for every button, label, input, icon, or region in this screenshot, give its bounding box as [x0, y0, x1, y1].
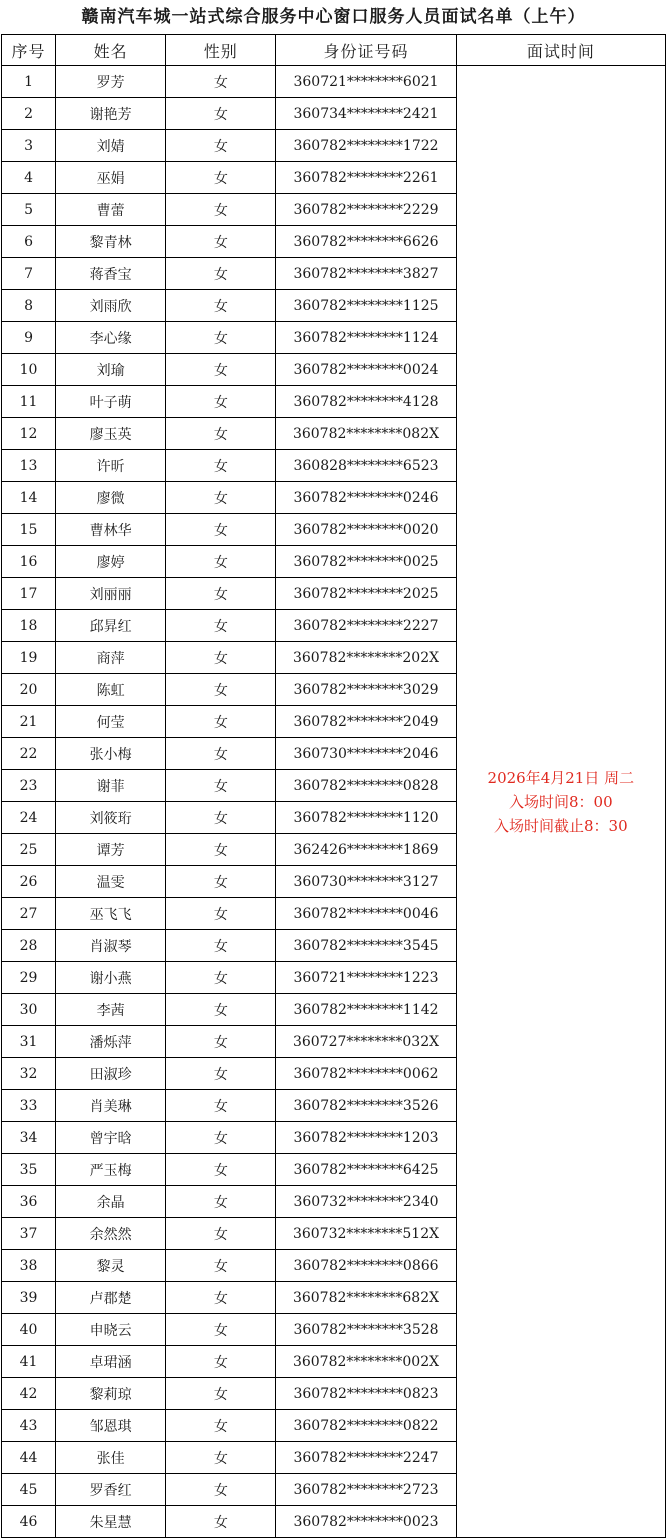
candidate-id-number: 360730********2046 — [276, 738, 456, 770]
header-name: 姓名 — [56, 35, 166, 66]
row-number: 33 — [2, 1090, 56, 1122]
candidate-gender: 女 — [166, 834, 276, 866]
candidate-gender: 女 — [166, 930, 276, 962]
candidate-id-number: 360782********1203 — [276, 1122, 456, 1154]
candidate-id-number: 360782********0020 — [276, 514, 456, 546]
row-number: 43 — [2, 1410, 56, 1442]
header-number: 序号 — [2, 35, 56, 66]
candidate-id-number: 360782********1120 — [276, 802, 456, 834]
row-number: 19 — [2, 642, 56, 674]
row-number: 21 — [2, 706, 56, 738]
candidate-id-number: 360782********2247 — [276, 1442, 456, 1474]
candidate-gender: 女 — [166, 98, 276, 130]
candidate-id-number: 360782********2229 — [276, 194, 456, 226]
candidate-gender: 女 — [166, 898, 276, 930]
candidate-gender: 女 — [166, 290, 276, 322]
candidate-gender: 女 — [166, 1506, 276, 1538]
candidate-gender: 女 — [166, 1410, 276, 1442]
candidate-name: 谢菲 — [56, 770, 166, 802]
candidate-name: 叶子萌 — [56, 386, 166, 418]
candidate-gender: 女 — [166, 738, 276, 770]
candidate-gender: 女 — [166, 1186, 276, 1218]
candidate-gender: 女 — [166, 1218, 276, 1250]
row-number: 22 — [2, 738, 56, 770]
interview-time-cell — [456, 66, 665, 1538]
row-number: 46 — [2, 1506, 56, 1538]
candidate-name: 张小梅 — [56, 738, 166, 770]
candidate-id-number: 360782********3029 — [276, 674, 456, 706]
candidate-id-number: 360782********6626 — [276, 226, 456, 258]
row-number: 31 — [2, 1026, 56, 1058]
candidate-gender: 女 — [166, 354, 276, 386]
candidate-name: 许昕 — [56, 450, 166, 482]
candidate-name: 刘雨欣 — [56, 290, 166, 322]
candidate-name: 商萍 — [56, 642, 166, 674]
row-number: 12 — [2, 418, 56, 450]
row-number: 32 — [2, 1058, 56, 1090]
table-header-row — [2, 35, 666, 66]
row-number: 1 — [2, 66, 56, 98]
row-number: 35 — [2, 1154, 56, 1186]
row-number: 29 — [2, 962, 56, 994]
row-number: 4 — [2, 162, 56, 194]
candidate-name: 邹恩琪 — [56, 1410, 166, 1442]
candidate-name: 田淑珍 — [56, 1058, 166, 1090]
row-number: 5 — [2, 194, 56, 226]
candidate-id-number: 360782********0823 — [276, 1378, 456, 1410]
row-number: 7 — [2, 258, 56, 290]
candidate-gender: 女 — [166, 162, 276, 194]
candidate-id-number: 360782********0822 — [276, 1410, 456, 1442]
candidate-id-number: 360782********0023 — [276, 1506, 456, 1538]
candidate-gender: 女 — [166, 1378, 276, 1410]
row-number: 40 — [2, 1314, 56, 1346]
candidate-gender: 女 — [166, 1090, 276, 1122]
row-number: 8 — [2, 290, 56, 322]
row-number: 26 — [2, 866, 56, 898]
candidate-gender: 女 — [166, 994, 276, 1026]
candidate-name: 陈虹 — [56, 674, 166, 706]
row-number: 37 — [2, 1218, 56, 1250]
candidate-gender: 女 — [166, 1058, 276, 1090]
row-number: 16 — [2, 546, 56, 578]
candidate-id-number: 360782********082X — [276, 418, 456, 450]
candidate-gender: 女 — [166, 258, 276, 290]
candidate-gender: 女 — [166, 1442, 276, 1474]
candidate-name: 曹蕾 — [56, 194, 166, 226]
interview-time-line2: 入场时间8：00 — [509, 792, 613, 811]
candidate-name: 余然然 — [56, 1218, 166, 1250]
row-number: 6 — [2, 226, 56, 258]
header-interview-time: 面试时间 — [456, 35, 665, 66]
candidate-id-number: 360828********6523 — [276, 450, 456, 482]
candidate-gender: 女 — [166, 578, 276, 610]
interview-time-line3: 入场时间截止8：30 — [494, 816, 628, 835]
candidate-id-number: 360782********2723 — [276, 1474, 456, 1506]
candidate-gender: 女 — [166, 546, 276, 578]
row-number: 15 — [2, 514, 56, 546]
candidate-name: 刘丽丽 — [56, 578, 166, 610]
candidate-gender: 女 — [166, 962, 276, 994]
row-number: 23 — [2, 770, 56, 802]
candidate-id-number: 360782********0246 — [276, 482, 456, 514]
row-number: 39 — [2, 1282, 56, 1314]
candidate-gender: 女 — [166, 1282, 276, 1314]
candidate-id-number: 360782********1142 — [276, 994, 456, 1026]
candidate-name: 黎青林 — [56, 226, 166, 258]
row-number: 11 — [2, 386, 56, 418]
row-number: 3 — [2, 130, 56, 162]
candidate-gender: 女 — [166, 386, 276, 418]
candidate-id-number: 360721********1223 — [276, 962, 456, 994]
candidate-id-number: 360782********3827 — [276, 258, 456, 290]
candidate-id-number: 360782********2049 — [276, 706, 456, 738]
candidate-id-number: 360782********1722 — [276, 130, 456, 162]
candidate-name: 卓珺涵 — [56, 1346, 166, 1378]
candidate-id-number: 360782********0866 — [276, 1250, 456, 1282]
header-gender: 性别 — [166, 35, 276, 66]
candidate-gender: 女 — [166, 802, 276, 834]
candidate-name: 申晓云 — [56, 1314, 166, 1346]
candidate-id-number: 360734********2421 — [276, 98, 456, 130]
candidate-name: 邱昇红 — [56, 610, 166, 642]
candidate-name: 卢郡楚 — [56, 1282, 166, 1314]
row-number: 30 — [2, 994, 56, 1026]
candidate-id-number: 360782********202X — [276, 642, 456, 674]
candidate-name: 曹林华 — [56, 514, 166, 546]
candidate-gender: 女 — [166, 450, 276, 482]
interview-list-table — [1, 34, 666, 1538]
row-number: 44 — [2, 1442, 56, 1474]
candidate-gender: 女 — [166, 674, 276, 706]
candidate-gender: 女 — [166, 642, 276, 674]
row-number: 17 — [2, 578, 56, 610]
candidate-id-number: 360782********2025 — [276, 578, 456, 610]
candidate-name: 朱星慧 — [56, 1506, 166, 1538]
row-number: 18 — [2, 610, 56, 642]
candidate-name: 肖美琳 — [56, 1090, 166, 1122]
candidate-id-number: 362426********1869 — [276, 834, 456, 866]
candidate-name: 罗香红 — [56, 1474, 166, 1506]
candidate-name: 廖婷 — [56, 546, 166, 578]
candidate-name: 罗芳 — [56, 66, 166, 98]
candidate-name: 李茜 — [56, 994, 166, 1026]
candidate-name: 廖微 — [56, 482, 166, 514]
candidate-gender: 女 — [166, 1250, 276, 1282]
candidate-gender: 女 — [166, 66, 276, 98]
candidate-id-number: 360782********3526 — [276, 1090, 456, 1122]
row-number: 28 — [2, 930, 56, 962]
candidate-gender: 女 — [166, 226, 276, 258]
candidate-name: 刘婧 — [56, 130, 166, 162]
candidate-name: 严玉梅 — [56, 1154, 166, 1186]
table-row — [2, 66, 666, 98]
row-number: 25 — [2, 834, 56, 866]
row-number: 13 — [2, 450, 56, 482]
candidate-id-number: 360730********3127 — [276, 866, 456, 898]
candidate-name: 谢小燕 — [56, 962, 166, 994]
candidate-gender: 女 — [166, 418, 276, 450]
candidate-id-number: 360782********682X — [276, 1282, 456, 1314]
candidate-name: 蒋香宝 — [56, 258, 166, 290]
candidate-id-number: 360782********0024 — [276, 354, 456, 386]
candidate-name: 张佳 — [56, 1442, 166, 1474]
candidate-gender: 女 — [166, 770, 276, 802]
header-id-number: 身份证号码 — [276, 35, 456, 66]
candidate-gender: 女 — [166, 1122, 276, 1154]
candidate-id-number: 360782********3528 — [276, 1314, 456, 1346]
candidate-gender: 女 — [166, 482, 276, 514]
candidate-id-number: 360782********002X — [276, 1346, 456, 1378]
candidate-name: 刘瑜 — [56, 354, 166, 386]
candidate-name: 巫飞飞 — [56, 898, 166, 930]
row-number: 10 — [2, 354, 56, 386]
row-number: 34 — [2, 1122, 56, 1154]
candidate-gender: 女 — [166, 1154, 276, 1186]
row-number: 20 — [2, 674, 56, 706]
row-number: 24 — [2, 802, 56, 834]
candidate-name: 何莹 — [56, 706, 166, 738]
candidate-id-number: 360782********0062 — [276, 1058, 456, 1090]
candidate-gender: 女 — [166, 194, 276, 226]
row-number: 2 — [2, 98, 56, 130]
candidate-name: 潘烁萍 — [56, 1026, 166, 1058]
candidate-name: 刘筱珩 — [56, 802, 166, 834]
candidate-gender: 女 — [166, 1474, 276, 1506]
candidate-name: 巫娟 — [56, 162, 166, 194]
candidate-gender: 女 — [166, 610, 276, 642]
row-number: 42 — [2, 1378, 56, 1410]
candidate-id-number: 360782********4128 — [276, 386, 456, 418]
row-number: 38 — [2, 1250, 56, 1282]
candidate-name: 黎莉琼 — [56, 1378, 166, 1410]
row-number: 45 — [2, 1474, 56, 1506]
candidate-gender: 女 — [166, 706, 276, 738]
candidate-name: 温雯 — [56, 866, 166, 898]
candidate-name: 李心缘 — [56, 322, 166, 354]
page-title: 赣南汽车城一站式综合服务中心窗口服务人员面试名单（上午） — [81, 7, 586, 27]
candidate-id-number: 360782********6425 — [276, 1154, 456, 1186]
interview-time-line1: 2026年4月21日 周二 — [487, 768, 635, 787]
candidate-gender: 女 — [166, 866, 276, 898]
candidate-id-number: 360732********512X — [276, 1218, 456, 1250]
candidate-gender: 女 — [166, 130, 276, 162]
row-number: 36 — [2, 1186, 56, 1218]
row-number: 9 — [2, 322, 56, 354]
candidate-id-number: 360732********2340 — [276, 1186, 456, 1218]
candidate-id-number: 360782********2227 — [276, 610, 456, 642]
row-number: 27 — [2, 898, 56, 930]
candidate-name: 曾宇晗 — [56, 1122, 166, 1154]
candidate-id-number: 360782********1125 — [276, 290, 456, 322]
candidate-name: 黎灵 — [56, 1250, 166, 1282]
candidate-id-number: 360782********3545 — [276, 930, 456, 962]
candidate-name: 肖淑琴 — [56, 930, 166, 962]
candidate-gender: 女 — [166, 1346, 276, 1378]
candidate-id-number: 360782********0025 — [276, 546, 456, 578]
candidate-id-number: 360782********2261 — [276, 162, 456, 194]
candidate-id-number: 360782********1124 — [276, 322, 456, 354]
row-number: 14 — [2, 482, 56, 514]
candidate-gender: 女 — [166, 1026, 276, 1058]
candidate-gender: 女 — [166, 514, 276, 546]
candidate-name: 谭芳 — [56, 834, 166, 866]
candidate-id-number: 360782********0828 — [276, 770, 456, 802]
candidate-name: 廖玉英 — [56, 418, 166, 450]
candidate-gender: 女 — [166, 322, 276, 354]
candidate-id-number: 360782********0046 — [276, 898, 456, 930]
row-number: 41 — [2, 1346, 56, 1378]
candidate-id-number: 360721********6021 — [276, 66, 456, 98]
candidate-gender: 女 — [166, 1314, 276, 1346]
candidate-name: 谢艳芳 — [56, 98, 166, 130]
candidate-id-number: 360727********032X — [276, 1026, 456, 1058]
candidate-name: 余晶 — [56, 1186, 166, 1218]
